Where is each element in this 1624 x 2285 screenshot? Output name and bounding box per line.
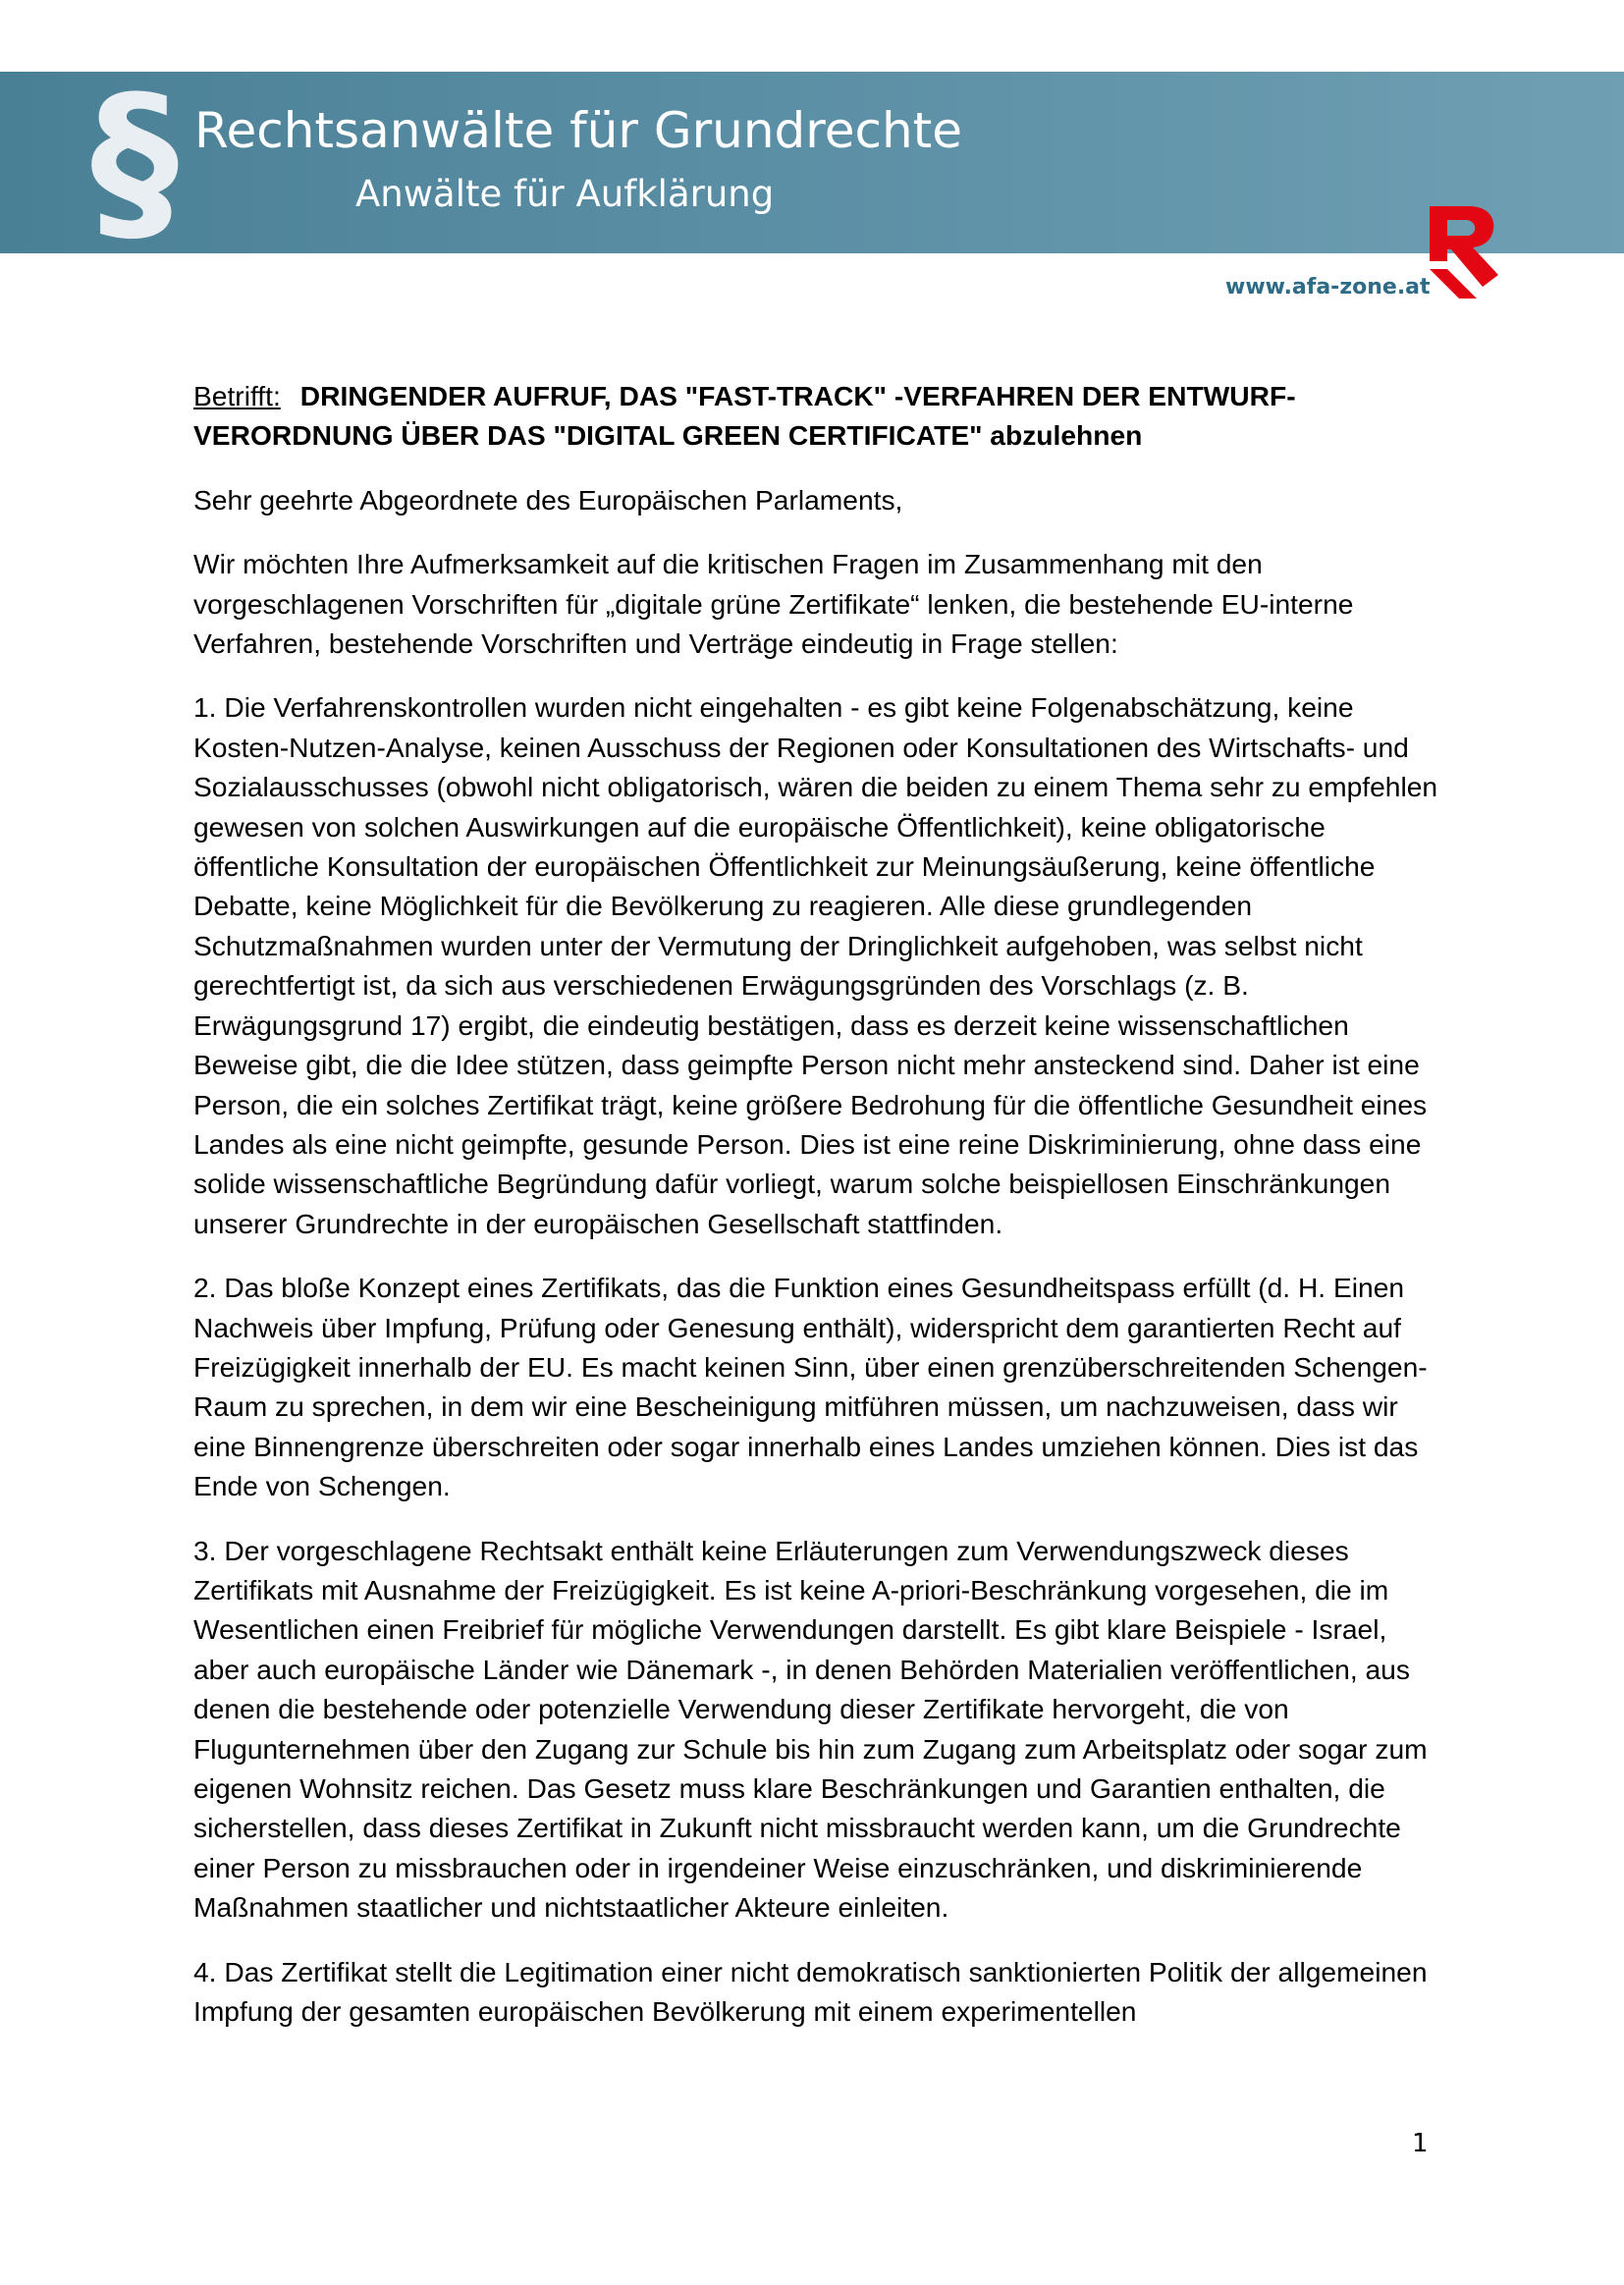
r-logo-icon [1426,204,1500,299]
salutation: Sehr geehrte Abgeordnete des Europäischen Parlaments, [193,483,903,516]
header-banner [0,72,1624,253]
point-3-paragraph: 3. Der vorgeschlagene Rechtsakt enthält keine Erläuterungen zum Verwendungszweck dieses Zertifikats mit Ausnahme der Freizügigkeit. Es ist keine A-priori-Beschränkung vorgesehen, die im Wesentlichen einen Freibrief für mögliche Verwendungen darstellt. Es gibt klare Beispiele - Israel, aber auch europäische Länder wie Dänemark -, in denen Behörden Materialien veröffentlichen, aus denen die bestehende oder potenzielle Verwendung dieser Zertifikate hervorgeht, die von Flugunternehmen über den Zugang zur Schule bis hin zum Zugang zum Arbeitsplatz oder sogar zum eigenen Wohnsitz reichen. Das Gesetz muss klare Beschränkungen und Garantien enthalten, die sicherstellen, dass dieses Zertifikat in Zukunft nicht missbraucht werden kann, um die Grundrechte einer Person zu missbrauchen oder in irgendeiner Weise einzuschränken, und diskriminierende Maßnahmen staatlicher und nichtstaatlicher Akteure einleiten. [193,1534,1428,1924]
organization-subtitle: Anwälte für Aufklärung [355,173,775,215]
intro-paragraph: Wir möchten Ihre Aufmerksamkeit auf die kritischen Fragen im Zusammenhang mit den vorgeschlagenen Vorschriften für „digitale grüne Zertifikate“ lenken, die bestehende EU-interne Verfahren, bestehende Vorschriften und Verträge eindeutig in Frage stellen: [193,548,1354,660]
subject-text: DRINGENDER AUFRUF, DAS "FAST-TRACK" -VERFAHREN DER ENTWURF-VERORDNUNG ÜBER DAS "DIGITAL GREEN CERTIFICATE" abzulehnen [193,380,1296,452]
subject-line [193,376,1440,456]
point-1-paragraph: 1. Die Verfahrenskontrollen wurden nicht eingehalten - es gibt keine Folgenabschätzung, keine Kosten-Nutzen-Analyse, keinen Ausschuss der Regionen oder Konsultationen des Wirtschafts- und Sozialausschusses (obwohl nicht obligatorisch, wären die beiden zu einem Thema sehr zu empfehlen gewesen von solchen Auswirkungen auf die europäische Öffentlichkeit), keine obligatorische öffentliche Konsultation der europäischen Öffentlichkeit zur Meinungsäußerung, keine öffentliche Debatte, keine Möglichkeit für die Bevölkerung zu reagieren. Alle diese grundlegenden Schutzmaßnahmen wurden unter der Vermutung der Dringlichkeit aufgehoben, was selbst nicht gerechtfertigt ist, da sich aus verschiedenen Erwägungsgründen des Vorschlags (z. B. Erwägungsgrund 17) ergibt, die eindeutig bestätigen, dass es derzeit keine wissenschaftlichen Beweise gibt, die die Idee stützen, dass geimpfte Person nicht mehr ansteckend sind. Daher ist eine Person, die ein solches Zertifikat trägt, keine größere Bedrohung für die öffentliche Gesundheit eines Landes als eine nicht geimpfte, gesunde Person. Dies ist eine reine Diskriminierung, ohne dass eine solide wissenschaftliche Begründung dafür vorliegt, warum solche beispiellosen Einschränkungen unserer Grundrechte in der europäischen Gesellschaft stattfinden. [193,691,1438,1239]
subject-label: Betrifft: [193,380,281,411]
point-2-paragraph: 2. Das bloße Konzept eines Zertifikats, das die Funktion eines Gesundheitspass erfüllt (d. H. Einen Nachweis über Impfung, Prüfung oder Genesung enthält), widerspricht dem garantierten Recht auf Freizügigkeit innerhalb der EU. Es macht keinen Sinn, über einen grenzüberschreitenden Schengen-Raum zu sprechen, in dem wir eine Bescheinigung mitführen müssen, um nachzuweisen, dass wir eine Binnengrenze überschreiten oder sogar innerhalb eines Landes umziehen können. Dies ist das Ende von Schengen. [193,1272,1428,1502]
point-4-paragraph: 4. Das Zertifikat stellt die Legitimation einer nicht demokratisch sanktionierten Politik der allgemeinen Impfung der gesamten europäischen Bevölkerung mit einem experimentellen [193,1955,1428,2028]
section-sign-logo: § [90,59,179,264]
letter-body [193,376,1440,2055]
page-number: 1 [1412,2129,1429,2158]
website-link[interactable]: www.afa-zone.at [1225,275,1431,299]
organization-title: Rechtsanwälte für Grundrechte [194,102,963,159]
